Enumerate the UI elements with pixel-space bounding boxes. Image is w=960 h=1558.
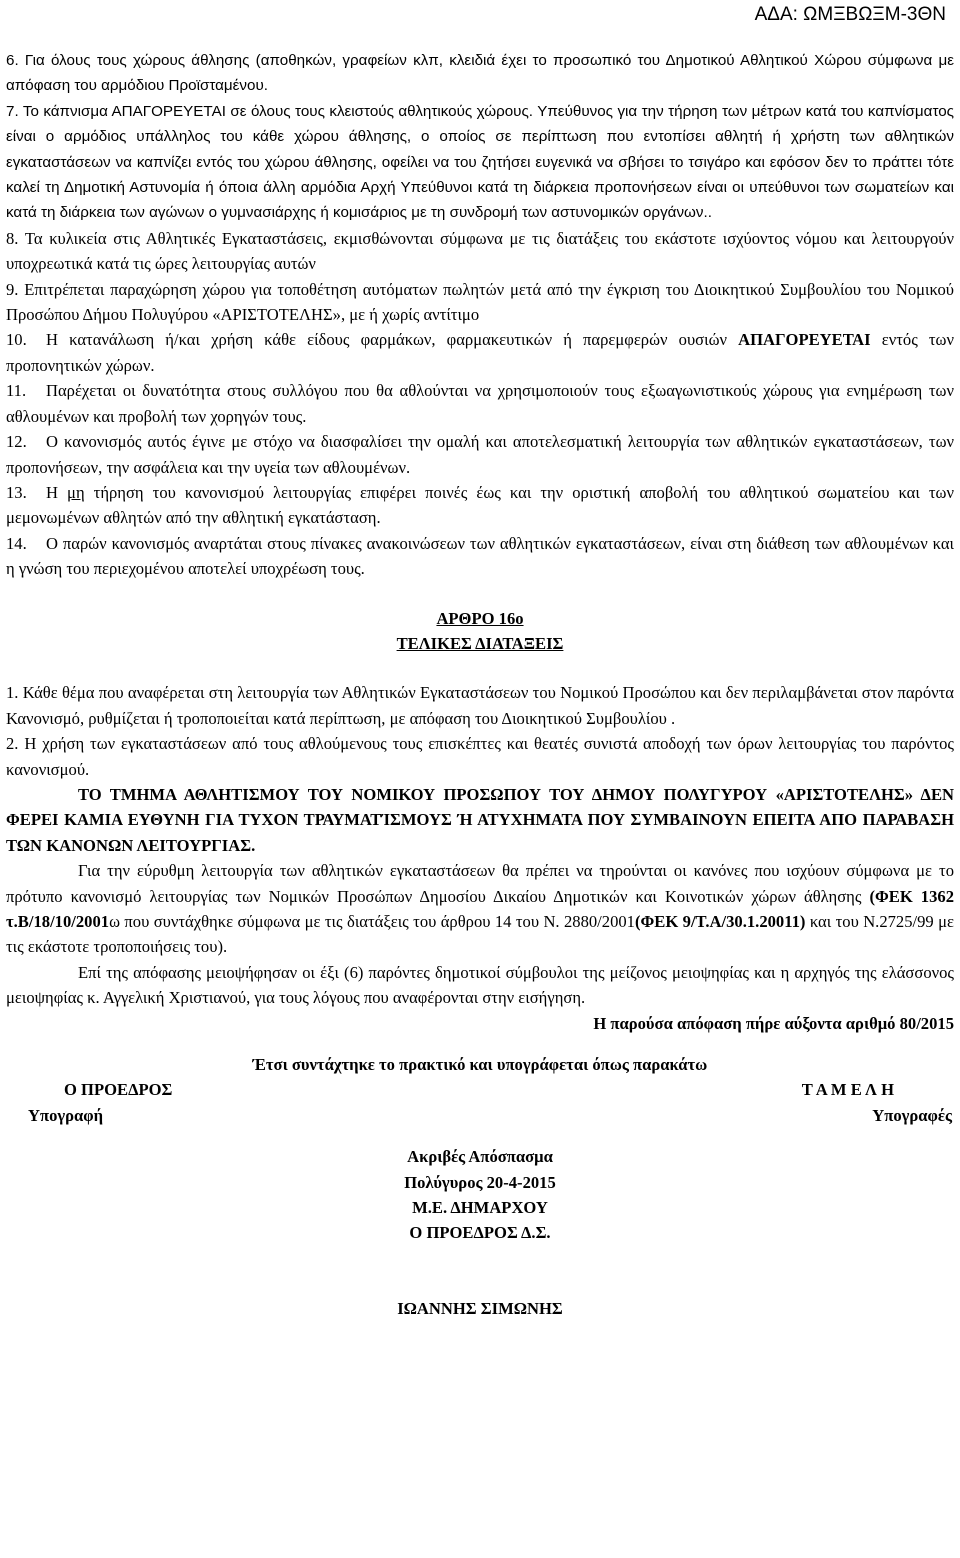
- president-signature: Υπογραφή: [28, 1105, 104, 1125]
- spacer: [6, 1128, 954, 1144]
- item-11: [6, 378, 954, 429]
- item-14-number: 14.: [6, 533, 27, 553]
- spacer: [6, 1036, 954, 1052]
- item-10-bold: ΑΠΑΓΟΡΕΥΕΤΑΙ: [738, 330, 871, 350]
- document-body: [6, 48, 954, 1321]
- item-11-text: Παρέχεται οι δυνατότητα στους συλλόγου που θα αθλούνται να χρησιμοποιούν τους εξωαγωνιστικούς χώρους για ενημέρωση των αθλουμένων και προβολή των χορηγών τους.: [6, 381, 954, 426]
- item-12-number: 12.: [6, 432, 27, 452]
- item-10-text: Η κατανάλωση ή/και χρήση κάθε είδους φαρμάκων, φαρμακευτικών ή παρεμφερών ουσιών: [46, 330, 739, 350]
- signature-titles: [6, 1077, 954, 1102]
- place-date: Πολύγυρος 20-4-2015: [404, 1172, 556, 1192]
- item-7-rest: Υπεύθυνος για την τήρηση των μέτρων κατά του καπνίσματος είναι ο αρμόδιος υπάλληλος του κάθε χώρου άθλησης, ο οποίος σε περίπτωση που εντοπίσει αθλητή ή χρήστη των αθλητικών εγκαταστάσεων να καπνίζει εντός του χώρου άθλησης, οφείλει να του ζητήσει ευγενικά να σβήσει το τσιγάρο και εφόσον δεν το πράττει τότε καλεί τη Δημοτική Αστυνομία ή όποια άλλη αρμόδια Αρχή Υπεύθυνοι κατά τη διάρκεια προπονήσεων είναι οι υπεύθυνοι των σωματείων και κατά τη διάρκεια των αγώνων ο γυμνασιάρχης ή κομισάριος με τη συνδρομή των αστυνομικών οργάνων..: [6, 102, 954, 222]
- item-12-text: Ο κανονισμός αυτός έγινε με στόχο να διασφαλίσει την ομαλή και αποτελεσματική λειτουργία των αθλητικών εγκαταστάσεων, των προπονήσεων, την ασφάλεια και την υγεία των αθλουμένων.: [6, 432, 954, 477]
- item-13-text-a: Η: [46, 482, 68, 502]
- item-10-number: 10.: [6, 330, 27, 350]
- item-7: [6, 99, 954, 226]
- item-9: 9. Επιτρέπεται παραχώρηση χώρου για τοποθέτηση αυτόματων πωλητών μετά από την έγκριση του Διοικητικού Συμβουλίου του Νομικού Προσώπου Δήμου Πολυγύρου «ΑΡΙΣΤΟΤΕΛΗΣ», με ή χωρίς αντίτιμο: [6, 279, 954, 325]
- signature-labels: [6, 1103, 954, 1128]
- reg-fek-1: (ΦΕΚ 1362 τ.Β/18/10/2001: [6, 886, 954, 931]
- item-8: 8. Τα κυλικεία στις Αθλητικές Εγκαταστάσεις, εκμισθώνονται σύμφωνα με τις διατάξεις του εκάστοτε ισχύοντος νόμου και λειτουργούν υποχρεωτικά κατά τις ώρες λειτουργίας αυτών: [6, 228, 954, 274]
- spacer: [6, 582, 954, 606]
- item-12: [6, 429, 954, 480]
- reg-text-a: Για την εύρυθμη λειτουργία των αθλητικών εγκαταστάσεων θα πρέπει να τηρούνται οι κανόνες που ισχύουν σύμφωνα με το πρότυπο κανονισμό λειτουργίας των Νομικών Προσώπων Δημοσίου Δικαίου Δημοτικών και Κοινοτικών χώρων άθλησης: [6, 861, 954, 906]
- spacer: [6, 656, 954, 680]
- ada-code: ΑΔΑ: ΩΜΞΒΩΞΜ-3ΘΝ: [754, 4, 946, 25]
- item-11-number: 11.: [6, 381, 27, 401]
- item-7-first: 7. Το κάπνισμα ΑΠΑΓΟΡΕΥΕΤΑΙ σε όλους τους κλειστούς αθλητικούς χώρους.: [6, 102, 534, 120]
- item-6: 6. Για όλους τους χώρους άθλησης (αποθηκών, γραφείων κλπ, κλειδιά έχει το προσωπικό του Δημοτικού Αθλητικού Χώρου σύμφωνα με απόφαση του αρμόδιου Προϊσταμένου.: [6, 52, 954, 95]
- final-provision-1: 1. Κάθε θέμα που αναφέρεται στη λειτουργία των Αθλητικών Εγκαταστάσεων του Νομικού Προσώπου και δεν περιλαμβάνεται στον παρόντα Κανονισμό, ρυθμίζεται ή τροποποιείται κατά περίπτωση, με απόφαση του Διοικητικού Συμβουλίου .: [6, 683, 954, 728]
- reg-text-e: και του Ν.2725/99 με τις εκάστοτε τροποποιήσεις του).: [6, 912, 954, 957]
- item-14-text: Ο παρών κανονισμός αναρτάται στους πίνακες ανακοινώσεων των αθλητικών εγκαταστάσεων, είναι στη διάθεση των αθλουμένων και η γνώση του περιεχομένου αποτελεί υποχρέωση τους.: [6, 533, 954, 579]
- liability-disclaimer: ΤΟ ΤΜΗΜΑ ΑΘΛΗΤΙΣΜΟΥ ΤΟΥ ΝΟΜΙΚΟΥ ΠΡΟΣΩΠΟΥ ΤΟΥ ΔΗΜΟΥ ΠΟΛΥΓΥΡΟΥ «ΑΡΙΣΤΟΤΕΛΗΣ» ΔΕΝ ΦΕΡΕΙ ΚΑΜΙΑ ΕΥΘΥΝΗ ΓΙΑ ΤΥΧΟΝ ΤΡΑΥΜΑΤΊΣΜΟΥΣ Ή ΑΤΥΧΗΜΑΤΑ ΠΟΥ ΣΥΜΒΑΙΝΟΥΝ ΕΠΕΙΤΑ ΑΠΟ ΠΑΡΑΒΑΣΗ ΤΩΝ ΚΑΝΟΝΩΝ ΛΕΙΤΟΥΡΓΙΑΣ.: [6, 784, 954, 855]
- regulation-reference: [6, 858, 954, 960]
- item-13-number: 13.: [6, 482, 27, 502]
- item-10-end: εντός των προπονητικών χώρων.: [6, 330, 954, 375]
- item-13: [6, 480, 954, 531]
- mayor-office: Μ.Ε. ΔΗΜΑΡΧΟΥ: [412, 1198, 548, 1218]
- minority-vote: Επί της απόφασης μειοψήφησαν οι έξι (6) παρόντες δημοτικοί σύμβουλοι της μείζονος μειοψηφίας και η αρχηγός της ελάσσονος μειοψηφίας κ. Αγγελική Χριστιανού, για τους λόγους που αναφέρονται στην εισήγηση.: [6, 962, 954, 1008]
- council-president: Ο ΠΡΟΕΔΡΟΣ Δ.Σ.: [409, 1223, 551, 1243]
- item-13-underlined: μη: [67, 482, 85, 502]
- item-10: [6, 327, 954, 378]
- signature-intro: Έτσι συντάχτηκε το πρακτικό και υπογράφεται όπως παρακάτω: [252, 1055, 708, 1075]
- reg-fek-2: (ΦΕΚ 9/Τ.Α/30.1.20011): [634, 912, 806, 931]
- president-title: Ο ΠΡΟΕΔΡΟΣ: [64, 1080, 173, 1100]
- exact-copy: Ακριβές Απόσπασμα: [407, 1147, 553, 1167]
- item-14: [6, 531, 954, 582]
- reg-text-c: ω που συντάχθηκε σύμφωνα με τις διατάξεις του άρθρου 14 του Ν. 2880/2001: [109, 912, 635, 931]
- article-title: ΑΡΘΡΟ 16ο: [436, 608, 524, 628]
- final-provision-2: 2. Η χρήση των εγκαταστάσεων από τους αθλούμενους τους επισκέπτες και θεατές συνιστά αποδοχή των όρων λειτουργίας του παρόντος κανονισμού.: [6, 734, 954, 779]
- members-signatures: Υπογραφές: [872, 1105, 952, 1125]
- article-subtitle: ΤΕΛΙΚΕΣ ΔΙΑΤΑΞΕΙΣ: [396, 633, 564, 653]
- decision-number: Η παρούσα απόφαση πήρε αύξοντα αριθμό 80/2015: [593, 1013, 954, 1033]
- spacer: [6, 1246, 954, 1296]
- members-title: Τ Α Μ Ε Λ Η: [801, 1080, 894, 1100]
- signatory-name: ΙΩΑΝΝΗΣ ΣΙΜΩΝΗΣ: [397, 1298, 563, 1318]
- item-13-text-c: τήρηση του κανονισμού λειτουργίας επιφέρει ποινές έως και την οριστική αποβολή του αθλητικού σωματείου και των μεμονωμένων αθλητών από την αθλητική εγκατάσταση.: [6, 482, 954, 528]
